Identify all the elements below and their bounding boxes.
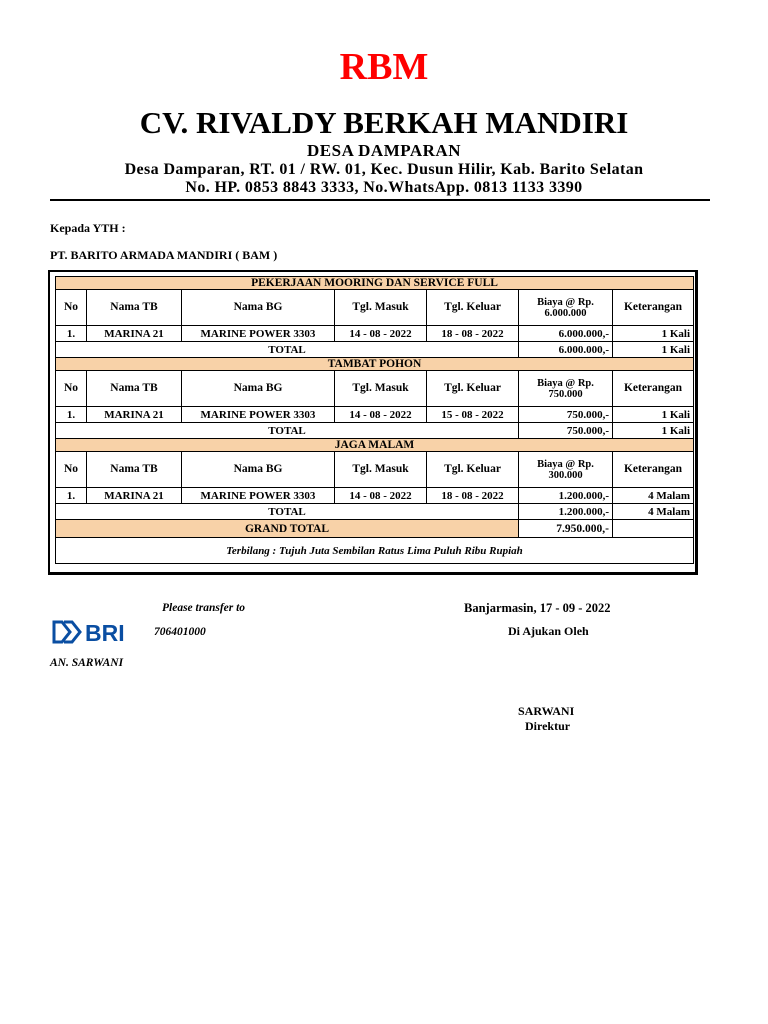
row-no: 1. — [56, 326, 87, 342]
total-row — [56, 423, 694, 439]
col-header-biaya: Biaya @ Rp. 300.000 — [519, 452, 613, 488]
table-row — [56, 326, 694, 342]
total-keterangan: 1 Kali — [613, 423, 694, 439]
row-bg: MARINE POWER 3303 — [182, 326, 335, 342]
col-header-biaya: Biaya @ Rp. 750.000 — [519, 371, 613, 407]
row-no: 1. — [56, 407, 87, 423]
total-biaya: 750.000,- — [519, 423, 613, 439]
row-keterangan: 1 Kali — [613, 407, 694, 423]
col-header-keluar: Tgl. Keluar — [427, 290, 519, 326]
section-title: JAGA MALAM — [56, 439, 694, 452]
col-header-tb: Nama TB — [87, 371, 182, 407]
total-label: TOTAL — [56, 342, 519, 358]
row-tb: MARINA 21 — [87, 488, 182, 504]
section-title: PEKERJAAN MOORING DAN SERVICE FULL — [56, 277, 694, 290]
grand-total-value: 7.950.000,- — [519, 520, 613, 538]
col-header-keluar: Tgl. Keluar — [427, 371, 519, 407]
col-header-masuk: Tgl. Masuk — [335, 371, 427, 407]
column-header-row — [56, 452, 694, 488]
row-keluar: 18 - 08 - 2022 — [427, 488, 519, 504]
col-header-tb: Nama TB — [87, 290, 182, 326]
total-biaya: 6.000.000,- — [519, 342, 613, 358]
row-biaya: 6.000.000,- — [519, 326, 613, 342]
column-header-row — [56, 371, 694, 407]
col-header-masuk: Tgl. Masuk — [335, 290, 427, 326]
grand-total-label: GRAND TOTAL — [56, 520, 519, 538]
company-address: Desa Damparan, RT. 01 / RW. 01, Kec. Dusun Hilir, Kab. Barito Selatan — [124, 161, 644, 178]
grand-total-row — [56, 520, 694, 538]
row-keterangan: 4 Malam — [613, 488, 694, 504]
col-header-biaya: Biaya @ Rp. 6.000.000 — [519, 290, 613, 326]
section-title-row — [56, 439, 694, 452]
invoice-table — [55, 276, 694, 564]
total-label: TOTAL — [56, 504, 519, 520]
row-no: 1. — [56, 488, 87, 504]
row-masuk: 14 - 08 - 2022 — [335, 326, 427, 342]
transfer-label: Please transfer to — [162, 602, 246, 614]
bri-logo-icon — [52, 619, 142, 645]
row-bg: MARINE POWER 3303 — [182, 488, 335, 504]
section-title-row — [56, 277, 694, 290]
row-masuk: 14 - 08 - 2022 — [335, 488, 427, 504]
brand-logo-text: RBM — [339, 46, 429, 88]
col-header-bg: Nama BG — [182, 371, 335, 407]
company-phone: No. HP. 0853 8843 3333, No.WhatsApp. 0813 1133 3390 — [185, 179, 583, 196]
col-header-no: No — [56, 452, 87, 488]
signer-title: Direktur — [525, 719, 571, 733]
bri-logo-text: BRI — [85, 620, 125, 645]
total-row — [56, 504, 694, 520]
signer-name: SARWANI — [518, 704, 575, 718]
total-label: TOTAL — [56, 423, 519, 439]
col-header-masuk: Tgl. Masuk — [335, 452, 427, 488]
row-keluar: 18 - 08 - 2022 — [427, 326, 519, 342]
table-row — [56, 407, 694, 423]
place-date: Banjarmasin, 17 - 09 - 2022 — [464, 601, 611, 615]
invoice-table-frame — [48, 270, 698, 575]
row-biaya: 750.000,- — [519, 407, 613, 423]
header-divider — [50, 199, 710, 201]
addressee-name: PT. BARITO ARMADA MANDIRI ( BAM ) — [50, 248, 278, 262]
col-header-keluar: Tgl. Keluar — [427, 452, 519, 488]
col-header-no: No — [56, 371, 87, 407]
section-title: TAMBAT POHON — [56, 358, 694, 371]
total-biaya: 1.200.000,- — [519, 504, 613, 520]
col-header-tb: Nama TB — [87, 452, 182, 488]
account-name: AN. SARWANI — [50, 657, 124, 669]
amount-in-words-row — [56, 538, 694, 564]
amount-in-words: Terbilang : Tujuh Juta Sembilan Ratus Lima Puluh Ribu Rupiah — [56, 538, 694, 564]
col-header-keterangan: Keterangan — [613, 452, 694, 488]
table-row — [56, 488, 694, 504]
col-header-bg: Nama BG — [182, 290, 335, 326]
row-bg: MARINE POWER 3303 — [182, 407, 335, 423]
col-header-keterangan: Keterangan — [613, 371, 694, 407]
row-tb: MARINA 21 — [87, 407, 182, 423]
total-keterangan: 1 Kali — [613, 342, 694, 358]
column-header-row — [56, 290, 694, 326]
addressee-label: Kepada YTH : — [50, 221, 126, 235]
total-row — [56, 342, 694, 358]
row-masuk: 14 - 08 - 2022 — [335, 407, 427, 423]
row-keterangan: 1 Kali — [613, 326, 694, 342]
account-number: 706401000 — [154, 626, 206, 638]
col-header-keterangan: Keterangan — [613, 290, 694, 326]
company-name: CV. RIVALDY BERKAH MANDIRI — [139, 105, 629, 140]
total-keterangan: 4 Malam — [613, 504, 694, 520]
row-tb: MARINA 21 — [87, 326, 182, 342]
village-name: DESA DAMPARAN — [307, 141, 461, 160]
col-header-bg: Nama BG — [182, 452, 335, 488]
row-biaya: 1.200.000,- — [519, 488, 613, 504]
col-header-no: No — [56, 290, 87, 326]
grand-total-empty — [613, 520, 694, 538]
submitted-by-label: Di Ajukan Oleh — [508, 624, 589, 638]
row-keluar: 15 - 08 - 2022 — [427, 407, 519, 423]
section-title-row — [56, 358, 694, 371]
